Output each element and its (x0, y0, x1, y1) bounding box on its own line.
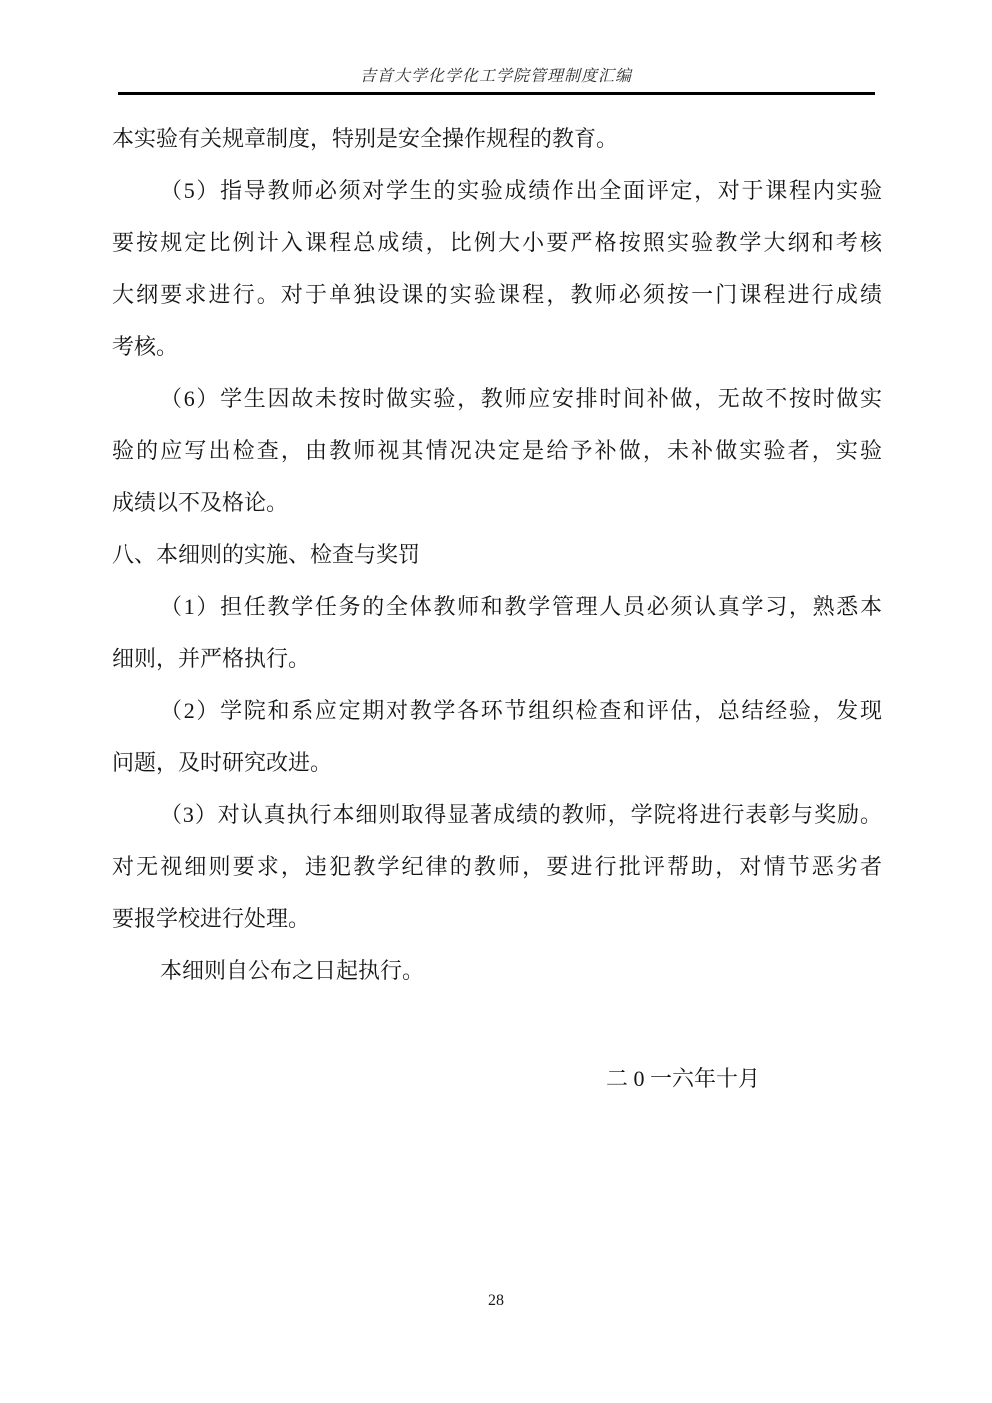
text-line: 要按规定比例计入课程总成绩，比例大小要严格按照实验教学大纲和考核 (112, 230, 882, 255)
section-heading: 八、本细则的实施、检查与奖罚 (112, 542, 421, 567)
text-line: （6）学生因故未按时做实验，教师应安排时间补做，无故不按时做实 (160, 386, 882, 411)
date-line: 二 0 一六年十月 (605, 1066, 760, 1091)
text-line: 大纲要求进行。对于单独设课的实验课程，教师必须按一门课程进行成绩 (112, 282, 882, 307)
text-line: 本细则自公布之日起执行。 (160, 958, 425, 983)
text-line: （1）担任教学任务的全体教师和教学管理人员必须认真学习，熟悉本 (160, 594, 882, 619)
text-line: （5）指导教师必须对学生的实验成绩作出全面评定，对于课程内实验 (160, 178, 882, 203)
page-number: 28 (488, 1292, 504, 1309)
text-line: 成绩以不及格论。 (112, 490, 289, 515)
text-line: （2）学院和系应定期对教学各环节组织检查和评估，总结经验，发现 (160, 698, 882, 723)
text-line: 对无视细则要求，违犯教学纪律的教师，要进行批评帮助，对情节恶劣者 (112, 854, 882, 879)
document-body (112, 113, 882, 1105)
header-rule (118, 92, 875, 95)
running-header: 吉首大学化学化工学院管理制度汇编 (359, 68, 632, 85)
text-line: 问题，及时研究改进。 (112, 750, 333, 775)
text-line: 考核。 (112, 334, 179, 359)
text-line: 细则，并严格执行。 (112, 646, 311, 671)
text-line: 验的应写出检查，由教师视其情况决定是给予补做，未补做实验者，实验 (112, 438, 882, 463)
text-line: （3）对认真执行本细则取得显著成绩的教师，学院将进行表彰与奖励。 (160, 802, 882, 827)
text-line: 要报学校进行处理。 (112, 906, 311, 931)
text-line: 本实验有关规章制度，特别是安全操作规程的教育。 (112, 126, 619, 151)
